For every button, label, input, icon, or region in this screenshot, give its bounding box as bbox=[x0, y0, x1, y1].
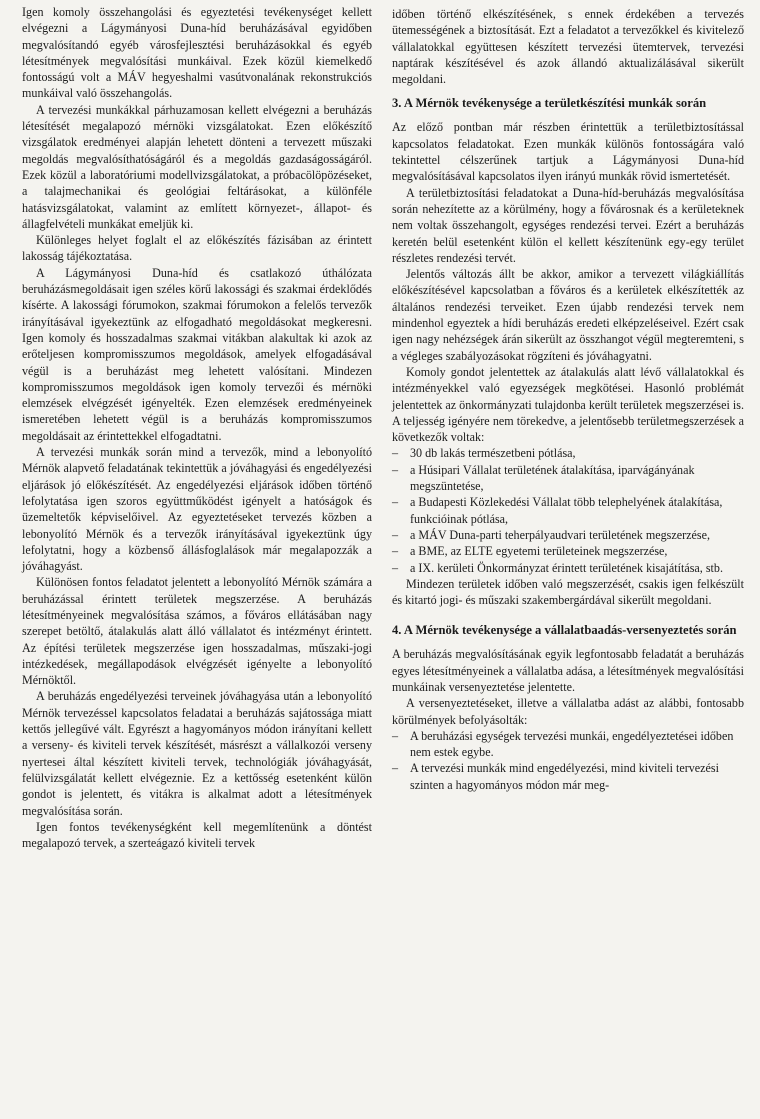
paragraph: A tervezési munkák során mind a tervezők, mind a lebonyolító Mérnök alapvető feladatának tekintettük a jóváhagyási és engedélyezési eljárások jó előkészítését. Az engedélyezési eljárások időben történő lefolytatása igen szoros együttműködést igényelt a hatóságok és üzemeltetők képviselőivel. Az egyeztetéseket tervezés közben a lebonyolító Mérnök és a tervezők irányításával igyekeztünk úgy lefolytatni, hogy a közbenső állásfoglalások már megalapozzák a jóváhagyást. bbox=[22, 445, 372, 574]
bullet-list bbox=[392, 728, 744, 793]
paragraph: Különleges helyet foglalt el az előkészítés fázisában az érintett lakosság tájékoztatása. bbox=[22, 233, 372, 264]
paragraph: A területbiztosítási feladatokat a Duna-híd-beruházás megvalósítása során nehezítette az a körülmény, hogy a fővárosnak és a kerületeknek nem voltak összehangolt, egységes rendezési tervei. Ezért a beruházás keretén belül esetenként külön el kellett készítenünk egy-egy terület részletes rendezési tervét. bbox=[392, 185, 744, 265]
paragraph: Igen fontos tevékenységként kell megemlítenünk a döntést megalapozó tervek, a szerteágazó kiviteli tervek bbox=[22, 819, 372, 851]
paragraph: Jelentős változás állt be akkor, amikor a tervezett világkiállítás előkészítésével kapcsolatban a főváros és a kerületek elkészítették az általános rendezési terveiket. Ezen újabb rendezési tervek nem mindenhol egyeztek a hídi beruházás eredeti elképzeléseivel. Ezért csak igen nagy nehézségek árán sikerült az összhangot végül megteremteni, s a végleges szabályozásokat rögzíteni és jóváhagyatni. bbox=[392, 267, 744, 363]
paragraph: Mindezen területek időben való megszerzését, csakis igen felkészült és kitartó jogi- és műszaki szakembergárdával sikerült megoldani. bbox=[392, 576, 744, 608]
paragraph: Különösen fontos feladatot jelentett a lebonyolító Mérnök számára a beruházással érintett területek megszerzése. A beruházás létesítményeinek megvalósítása számos, a főváros ellátásában nagy szerepet betöltő, átalakulás alatt álló vállalatot és intézményt érintett. Az építési területek megszerzése igen hosszadalmas, műszaki-jogi intézkedések, megállapodások elvégzését igényelte a lebonyolító Mérnöktől. bbox=[22, 575, 372, 688]
list-item: – a MÁV Duna-parti teherpályaudvari területének megszerzése, bbox=[392, 527, 744, 543]
bullet-list bbox=[392, 445, 744, 575]
list-item: – a BME, az ELTE egyetemi területeinek megszerzése, bbox=[392, 543, 744, 559]
paragraph: A Lágymányosi Duna-híd és csatlakozó úthálózata beruházásmegoldásait igen széles körű lakossági és szakmai érdeklődés kísérte. A lakossági fórumokon, szakmai fórumokon a felelős tervezők irányításával igyekeztünk az elfogadható megoldásokat megkeresni. Igen komoly és hosszadalmas szakmai vitákban alakultak ki azok az erőteljesen kompromisszumos megoldások, amelyek elfogadásával végül is a beruházást meg lehetett valósítani. Mindezen kompromisszumos megoldások igen komoly tervezői és mérnöki elemzések elvégzését igényelték. Ezen elemzések eredményeinek ismeretében lehetett végül is a beruházás kompromisszumos megoldásait az érintettekkel elfogadtatni. bbox=[22, 265, 372, 443]
list-item: – a Húsipari Vállalat területének átalakítása, iparvágányának megszüntetése, bbox=[392, 462, 744, 495]
right-column bbox=[392, 4, 744, 1119]
list-item: – 30 db lakás természetbeni pótlása, bbox=[392, 445, 744, 461]
paragraph: időben történő elkészítésének, s ennek érdekében a tervezés ütemességének a biztosítását. Ezt a feladatot a tervezőkkel és kivitelező vállalatokkal együttesen készített tervezési ütemtervek, tervezési naptárak készítésével és azok állandó aktualizálásával sikerült megoldani. bbox=[392, 7, 744, 87]
paragraph: A beruházás megvalósításának egyik legfontosabb feladatát a beruházás egyes létesítményeinek a vállalatba adása, a létesítmények megvalósítási munkáinak versenyeztetése jelentette. bbox=[392, 647, 744, 694]
paragraph: Igen komoly összehangolási és egyeztetési tevékenységet kellett elvégezni a Lágymányosi Duna-híd beruházásával egyidőben megvalósítandó egyéb városfejlesztési beruházásokkal és egyéb létesítmények megvalósítási munkáival. Ezek közül kiemelkedő fontosságú volt a MÁV hegyeshalmi vasútvonalának rekonstrukciós munkáival való összehangolás. bbox=[22, 5, 372, 101]
paragraph: Komoly gondot jelentettek az átalakulás alatt lévő vállalatokkal és intézményekkel való egyezségek megkötései. Hasonló problémát jelentettek az önkormányzati tulajdonba került területek megszerzései is. A teljesség igényére nem törekedve, a jelentősebb területmegszerzések a következők voltak: bbox=[392, 364, 744, 445]
paragraph: Az előző pontban már részben érintettük a területbiztosítással kapcsolatos feladatokat. Ezen munkák különös fontosságára való tekintettel célszerűnek tartjuk a Lágymányosi Duna-híd megvalósításával kapcsolatos ilyen irányú munkák rövid ismertetését. bbox=[392, 120, 744, 184]
paragraph: A tervezési munkákkal párhuzamosan kellett elvégezni a beruházás létesítését megalapozó mérnöki vizsgálatokat. Ezen előkészítő vizsgálatok eredményei alapján lehetett dönteni a tervezett műszaki megoldás megvalósíthatóságáról és a megoldás gazdaságosságáról. Ezek közül a laboratóriumi modellvizsgálatokat, a próbacölöpözéseket, a talajmechanikai és geológiai feltárásokat, a különféle hatásvizsgálatokat, valamint az említett környezet-, állapot- és állagfelvételi munkákat emeljük ki. bbox=[22, 102, 372, 231]
list-item: – A tervezési munkák mind engedélyezési, mind kiviteli tervezési szinten a hagyományos módon már meg- bbox=[392, 760, 744, 793]
section-heading: 4. A Mérnök tevékenysége a vállalatbaadás-versenyeztetés során bbox=[392, 623, 737, 638]
paragraph: A beruházás engedélyezési terveinek jóváhagyása után a lebonyolító Mérnök tervezéssel kapcsolatos feladatai a beruházás sajátossága miatt kettős jellegűvé vált. Egyrészt a hagyományos módon irányítani kellett a verseny- és kiviteli tervek készítését, másrészt a vállalkozói verseny nyertesei által készített kiviteli tervek, technológiák jóváhagyását, felülvizsgálatát kellett elvégeznie. Ez a kettősség esetenként külön gondot is jelentett, és vitákra is alkalmat adott a létesítmények megvalósítása során. bbox=[22, 689, 372, 818]
section-heading: 3. A Mérnök tevékenysége a területkészítési munkák során bbox=[392, 96, 707, 111]
paragraph: A versenyeztetéseket, illetve a vállalatba adást az alábbi, fontosabb körülmények befolyásolták: bbox=[392, 696, 744, 727]
left-column bbox=[22, 4, 372, 1119]
list-item: – a IX. kerületi Önkormányzat érintett területének kisajátítása, stb. bbox=[392, 560, 744, 576]
list-item: – a Budapesti Közlekedési Vállalat több telephelyének átalakítása, funkcióinak pótlása, bbox=[392, 494, 744, 527]
list-item: – A beruházási egységek tervezési munkái, engedélyeztetései időben nem estek egybe. bbox=[392, 728, 744, 761]
